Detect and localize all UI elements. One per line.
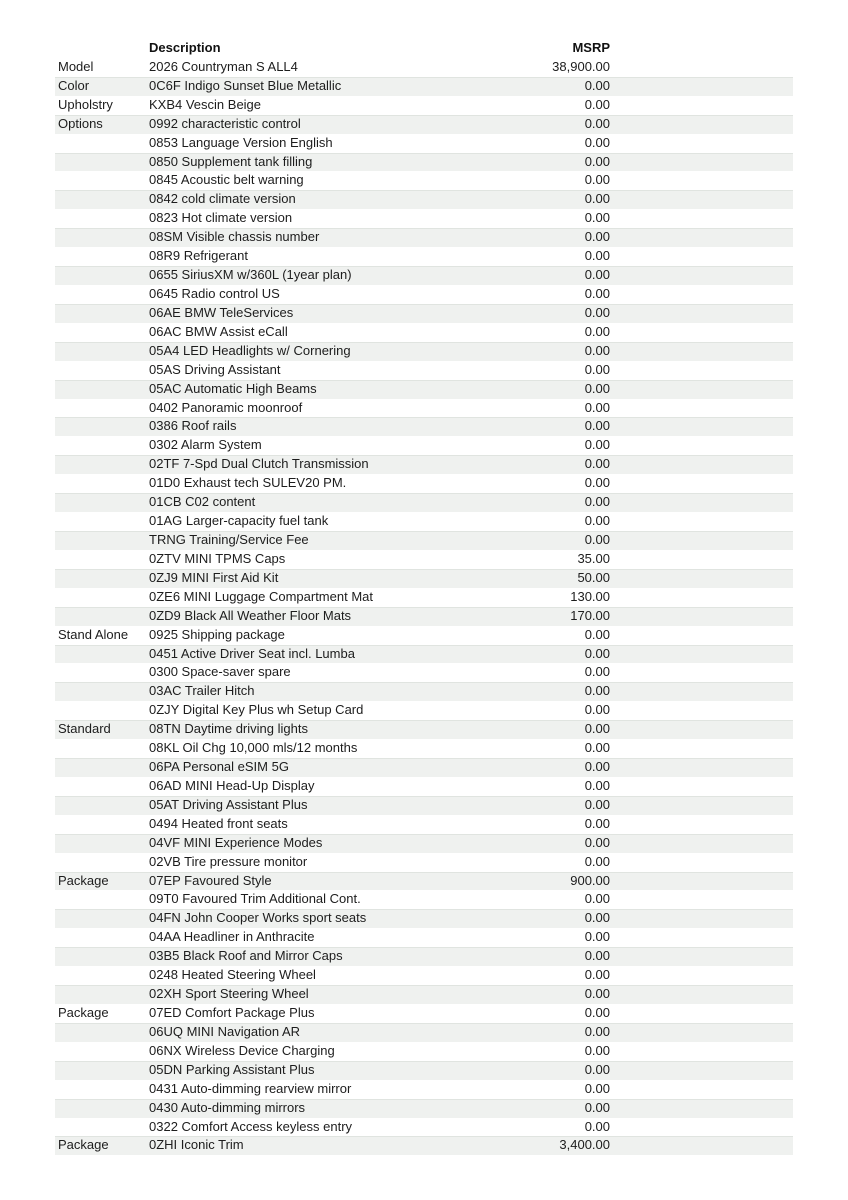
table-row [55,96,793,115]
table-row [55,512,793,531]
row-msrp-value: 0.00 [584,531,610,547]
table-row [55,323,793,342]
row-description: 07EP Favoured Style [149,872,272,888]
row-description: 0992 characteristic control [149,115,301,131]
row-msrp-value: 0.00 [584,796,610,812]
table-row [55,569,793,588]
table-row [55,682,793,701]
row-msrp-value: 0.00 [584,1061,610,1077]
row-msrp-value: 0.00 [584,96,610,112]
table-row [55,890,793,909]
row-description: 08R9 Refrigerant [149,248,248,264]
row-description: 08KL Oil Chg 10,000 mls/12 months [149,740,358,756]
row-description: 0302 Alarm System [149,437,262,453]
row-msrp-value: 0.00 [584,267,610,283]
row-msrp-value: 0.00 [584,777,610,793]
table-row [55,1061,793,1080]
row-description: 0ZJ9 MINI First Aid Kit [149,569,279,585]
row-msrp-value: 0.00 [584,986,610,1002]
row-description: 05DN Parking Assistant Plus [149,1061,315,1077]
row-msrp-value: 0.00 [584,1099,610,1115]
row-msrp-value: 0.00 [584,380,610,396]
row-description: 05AT Driving Assistant Plus [149,796,308,812]
row-description: 0ZJY Digital Key Plus wh Setup Card [149,702,364,718]
row-description: TRNG Training/Service Fee [149,531,309,547]
row-description: 08TN Daytime driving lights [149,721,308,737]
row-msrp-value: 0.00 [584,815,610,831]
row-description: 0430 Auto-dimming mirrors [149,1099,306,1115]
row-description: 0645 Radio control US [149,285,280,301]
table-row [55,399,793,418]
table-row [55,474,793,493]
row-msrp-value: 0.00 [584,645,610,661]
table-row [55,909,793,928]
row-msrp-value: 0.00 [584,77,610,93]
table-row [55,58,793,77]
row-msrp-value: 0.00 [584,115,610,131]
row-description: 0402 Panoramic moonroof [149,399,303,415]
row-description: 05A4 LED Headlights w/ Cornering [149,342,351,358]
table-row [55,115,793,134]
table-row [55,171,793,190]
row-msrp-value: 0.00 [584,1023,610,1039]
row-msrp-value: 35.00 [577,550,610,566]
row-msrp-value: 0.00 [584,494,610,510]
row-msrp-value: 0.00 [584,664,610,680]
table-row [55,342,793,361]
table-row [55,455,793,474]
row-msrp-value: 0.00 [584,702,610,718]
row-description: 0431 Auto-dimming rearview mirror [149,1080,352,1096]
row-category-label: Package [58,872,109,888]
row-description: 0850 Supplement tank filling [149,153,313,169]
row-description: 08SM Visible chassis number [149,229,320,245]
row-msrp-value: 0.00 [584,342,610,358]
row-msrp-value: 0.00 [584,759,610,775]
row-msrp-value: 0.00 [584,834,610,850]
row-description: 09T0 Favoured Trim Additional Cont. [149,891,361,907]
row-description: 06AC BMW Assist eCall [149,323,288,339]
row-msrp-value: 0.00 [584,853,610,869]
row-msrp-value: 0.00 [584,929,610,945]
row-description: 0853 Language Version English [149,134,333,150]
row-category-label: Color [58,77,90,93]
row-msrp-value: 50.00 [577,569,610,585]
row-description: 0ZTV MINI TPMS Caps [149,550,286,566]
row-msrp-value: 0.00 [584,285,610,301]
row-description: 0ZE6 MINI Luggage Compartment Mat [149,588,373,604]
row-description: 0322 Comfort Access keyless entry [149,1118,353,1134]
row-msrp-value: 0.00 [584,1080,610,1096]
table-row [55,285,793,304]
table-row [55,361,793,380]
row-description: 0494 Heated front seats [149,815,288,831]
table-row [55,720,793,739]
row-description: 01CB C02 content [149,494,256,510]
table-row [55,758,793,777]
table-row [55,436,793,455]
row-description: 0655 SiriusXM w/360L (1year plan) [149,267,352,283]
table-row [55,815,793,834]
row-description: 06PA Personal eSIM 5G [149,759,289,775]
table-row [55,493,793,512]
table-row [55,834,793,853]
row-msrp-value: 0.00 [584,418,610,434]
row-msrp-value: 38,900.00 [552,58,610,74]
row-description: 0823 Hot climate version [149,210,293,226]
row-msrp-value: 0.00 [584,1005,610,1021]
row-category-label: Package [58,1005,109,1021]
row-description: 0451 Active Driver Seat incl. Lumba [149,645,355,661]
table-row [55,928,793,947]
table-row [55,380,793,399]
table-row [55,190,793,209]
row-category-label: Package [58,1137,109,1153]
row-description: 01D0 Exhaust tech SULEV20 PM. [149,475,347,491]
table-row [55,1118,793,1137]
row-description: 0842 cold climate version [149,191,296,207]
row-description: 0ZD9 Black All Weather Floor Mats [149,607,352,623]
row-msrp-value: 0.00 [584,475,610,491]
row-msrp-value: 0.00 [584,210,610,226]
table-row [55,1080,793,1099]
row-msrp-value: 0.00 [584,1042,610,1058]
table-row [55,985,793,1004]
table-row [55,701,793,720]
row-category-label: Upholstry [58,96,113,112]
row-msrp-value: 0.00 [584,153,610,169]
row-msrp-value: 170.00 [570,607,610,623]
row-msrp-value: 0.00 [584,1118,610,1134]
row-msrp-value: 0.00 [584,626,610,642]
msrp-column-header: MSRP [572,40,610,55]
row-description: 06AE BMW TeleServices [149,304,294,320]
row-msrp-value: 0.00 [584,456,610,472]
row-msrp-value: 0.00 [584,910,610,926]
table-row [55,1042,793,1061]
table-row [55,1136,793,1155]
row-msrp-value: 0.00 [584,191,610,207]
table-row [55,796,793,815]
description-column-header: Description [149,40,221,55]
table-row [55,77,793,96]
table-row [55,872,793,891]
row-description: 06UQ MINI Navigation AR [149,1023,301,1039]
table-row [55,266,793,285]
row-description: 05AC Automatic High Beams [149,380,317,396]
table-row [55,588,793,607]
row-description: 02XH Sport Steering Wheel [149,986,309,1002]
row-msrp-value: 0.00 [584,323,610,339]
row-description: 0386 Roof rails [149,418,237,434]
row-msrp-value: 0.00 [584,304,610,320]
row-description: 2026 Countryman S ALL4 [149,58,298,74]
table-row [55,626,793,645]
row-category-label: Standard [58,721,111,737]
vehicle-options-table [55,39,793,1155]
row-description: 02TF 7-Spd Dual Clutch Transmission [149,456,369,472]
table-header-row [55,39,793,58]
row-msrp-value: 0.00 [584,683,610,699]
row-msrp-value: 0.00 [584,967,610,983]
row-msrp-value: 0.00 [584,248,610,264]
table-row [55,947,793,966]
table-row [55,645,793,664]
table-row [55,531,793,550]
row-description: 0845 Acoustic belt warning [149,172,304,188]
table-row [55,228,793,247]
row-msrp-value: 0.00 [584,172,610,188]
table-row [55,607,793,626]
table-row [55,663,793,682]
row-msrp-value: 0.00 [584,134,610,150]
row-description: 02VB Tire pressure monitor [149,853,308,869]
row-msrp-value: 3,400.00 [559,1137,610,1153]
row-category-label: Model [58,58,94,74]
row-description: 04FN John Cooper Works sport seats [149,910,367,926]
row-category-label: Stand Alone [58,626,129,642]
table-row [55,304,793,323]
table-row [55,134,793,153]
row-msrp-value: 0.00 [584,399,610,415]
row-description: 06AD MINI Head-Up Display [149,777,315,793]
row-description: 04VF MINI Experience Modes [149,834,323,850]
row-description: 0300 Space-saver spare [149,664,291,680]
table-row [55,209,793,228]
row-category-label: Options [58,115,103,131]
row-msrp-value: 0.00 [584,437,610,453]
table-row [55,247,793,266]
table-row [55,1023,793,1042]
row-msrp-value: 900.00 [570,872,610,888]
row-msrp-value: 0.00 [584,721,610,737]
table-row [55,739,793,758]
row-description: KXB4 Vescin Beige [149,96,262,112]
table-row [55,153,793,172]
row-description: 0ZHI Iconic Trim [149,1137,244,1153]
table-row [55,777,793,796]
row-msrp-value: 130.00 [570,588,610,604]
row-description: 0C6F Indigo Sunset Blue Metallic [149,77,342,93]
row-msrp-value: 0.00 [584,740,610,756]
row-msrp-value: 0.00 [584,948,610,964]
table-row [55,966,793,985]
row-msrp-value: 0.00 [584,229,610,245]
row-description: 06NX Wireless Device Charging [149,1042,335,1058]
row-description: 05AS Driving Assistant [149,361,281,377]
row-msrp-value: 0.00 [584,513,610,529]
table-row [55,853,793,872]
row-description: 07ED Comfort Package Plus [149,1005,315,1021]
row-description: 01AG Larger-capacity fuel tank [149,513,329,529]
row-description: 03AC Trailer Hitch [149,683,255,699]
table-row [55,1004,793,1023]
row-description: 0248 Heated Steering Wheel [149,967,316,983]
row-msrp-value: 0.00 [584,891,610,907]
row-description: 03B5 Black Roof and Mirror Caps [149,948,343,964]
table-row [55,417,793,436]
table-row [55,550,793,569]
row-description: 04AA Headliner in Anthracite [149,929,315,945]
row-description: 0925 Shipping package [149,626,285,642]
row-msrp-value: 0.00 [584,361,610,377]
table-row [55,1099,793,1118]
